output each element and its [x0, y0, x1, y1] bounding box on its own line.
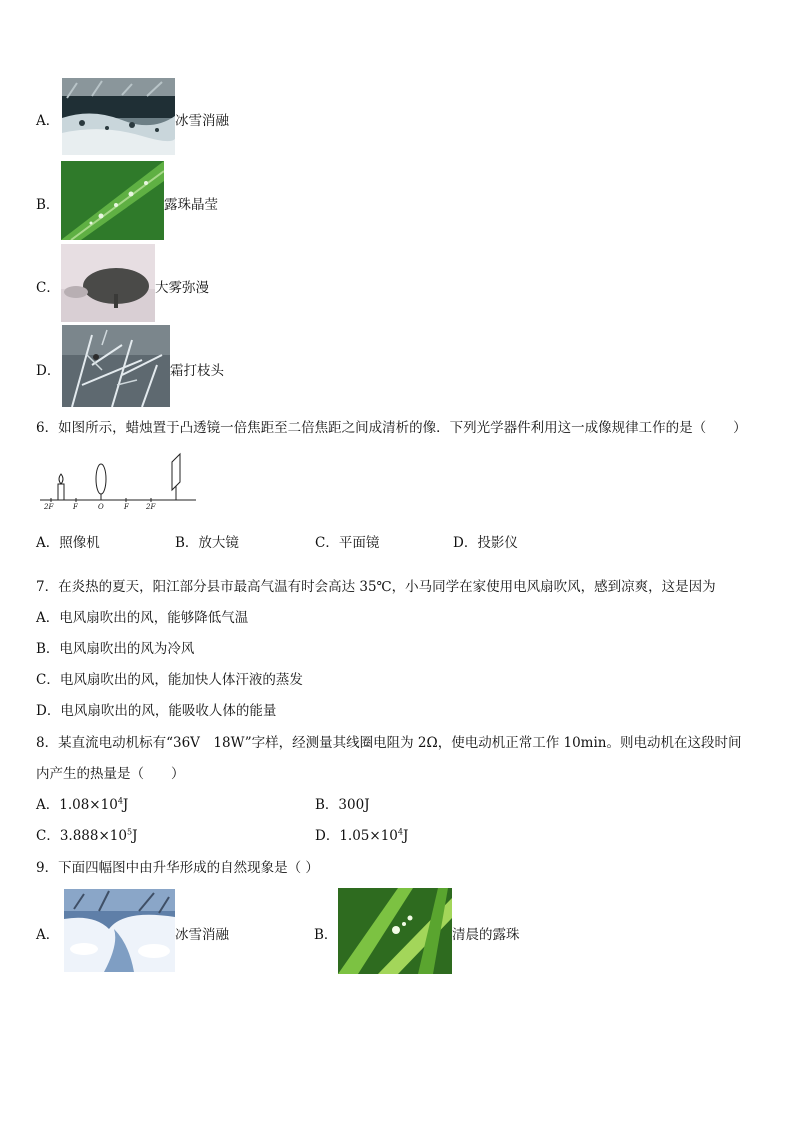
q8-stem-line1: 8．某直流电动机标有“36V 18W”字样，经测量其线圈电阻为 2Ω，使电动机正常工作 10min。则电动机在这段时间: [36, 735, 742, 751]
q9-option-b-letter: B．: [314, 927, 338, 943]
q8-option-a-unit: J: [122, 797, 129, 813]
q8-option-c-exp: 5: [126, 827, 133, 837]
label-o: O: [98, 503, 104, 511]
q9-stem: 9．下面四幅图中由升华形成的自然现象是（ ）: [36, 860, 319, 876]
q5-option-a-letter: A．: [36, 113, 60, 129]
label-2f-left: 2F: [44, 503, 54, 511]
q9-option-b-caption: 清晨的露珠: [452, 927, 520, 943]
q5-option-b-letter: B．: [36, 197, 60, 213]
q5-option-b-caption: 露珠晶莹: [164, 197, 218, 213]
q8-option-c-base: C．3.888×10: [36, 828, 127, 844]
q8-option-d: [315, 824, 408, 844]
frost-branches-photo: [62, 325, 170, 407]
q8-option-a: [36, 793, 128, 813]
q7-option-a: A．电风扇吹出的风，能够降低气温: [36, 610, 249, 626]
label-2f-right: 2F: [146, 503, 156, 511]
q9-option-a-caption: 冰雪消融: [175, 927, 229, 943]
q8-option-c-unit: J: [132, 828, 138, 844]
ice-snow-melting-photo: [62, 78, 175, 155]
q8-option-d-base: D．1.05×10: [315, 828, 398, 844]
q8-stem-line2: 内产生的热量是（ ）: [36, 766, 185, 782]
q5-option-c-letter: C．: [36, 280, 60, 296]
q8-option-c: [36, 824, 137, 844]
q7-option-d: D．电风扇吹出的风，能吸收人体的能量: [36, 703, 277, 719]
q9-option-a-letter: A．: [36, 927, 60, 943]
q6-option-b: B．放大镜: [175, 535, 239, 551]
heavy-fog-photo: [61, 244, 155, 322]
snowy-stream-photo: [64, 889, 175, 972]
q5-option-a-caption: 冰雪消融: [175, 113, 229, 129]
q6-option-a: A．照像机: [36, 535, 100, 551]
q7-stem: 7．在炎热的夏天，阳江部分县市最高气温有时会高达 35℃，小马同学在家使用电风扇吹风，感到凉爽，这是因为: [36, 579, 716, 595]
q6-stem: 6．如图所示，蜡烛置于凸透镜一倍焦距至二倍焦距之间成清析的像．下列光学器件利用这一成像规律工作的是（ ）: [36, 420, 747, 436]
q5-option-c-caption: 大雾弥漫: [155, 280, 209, 296]
q8-option-d-exp: 4: [397, 827, 403, 837]
q8-option-b: B．300J: [315, 797, 370, 813]
q8-option-a-base: A．1.08×10: [36, 797, 118, 813]
q8-option-d-unit: J: [402, 828, 409, 844]
morning-dew-grass-photo: [338, 888, 452, 974]
label-f-right: F: [124, 503, 129, 511]
dewdrop-leaf-photo: [61, 161, 164, 240]
q5-option-d-letter: D．: [36, 363, 61, 379]
label-f-left: F: [73, 503, 78, 511]
convex-lens-diagram: [38, 452, 198, 514]
q6-option-d: D．投影仪: [453, 535, 518, 551]
q7-option-c: C．电风扇吹出的风，能加快人体汗液的蒸发: [36, 672, 303, 688]
q6-option-c: C．平面镜: [315, 535, 380, 551]
q7-option-b: B．电风扇吹出的风为冷风: [36, 641, 195, 657]
q8-option-a-exp: 4: [117, 796, 123, 806]
q5-option-d-caption: 霜打枝头: [170, 363, 224, 379]
